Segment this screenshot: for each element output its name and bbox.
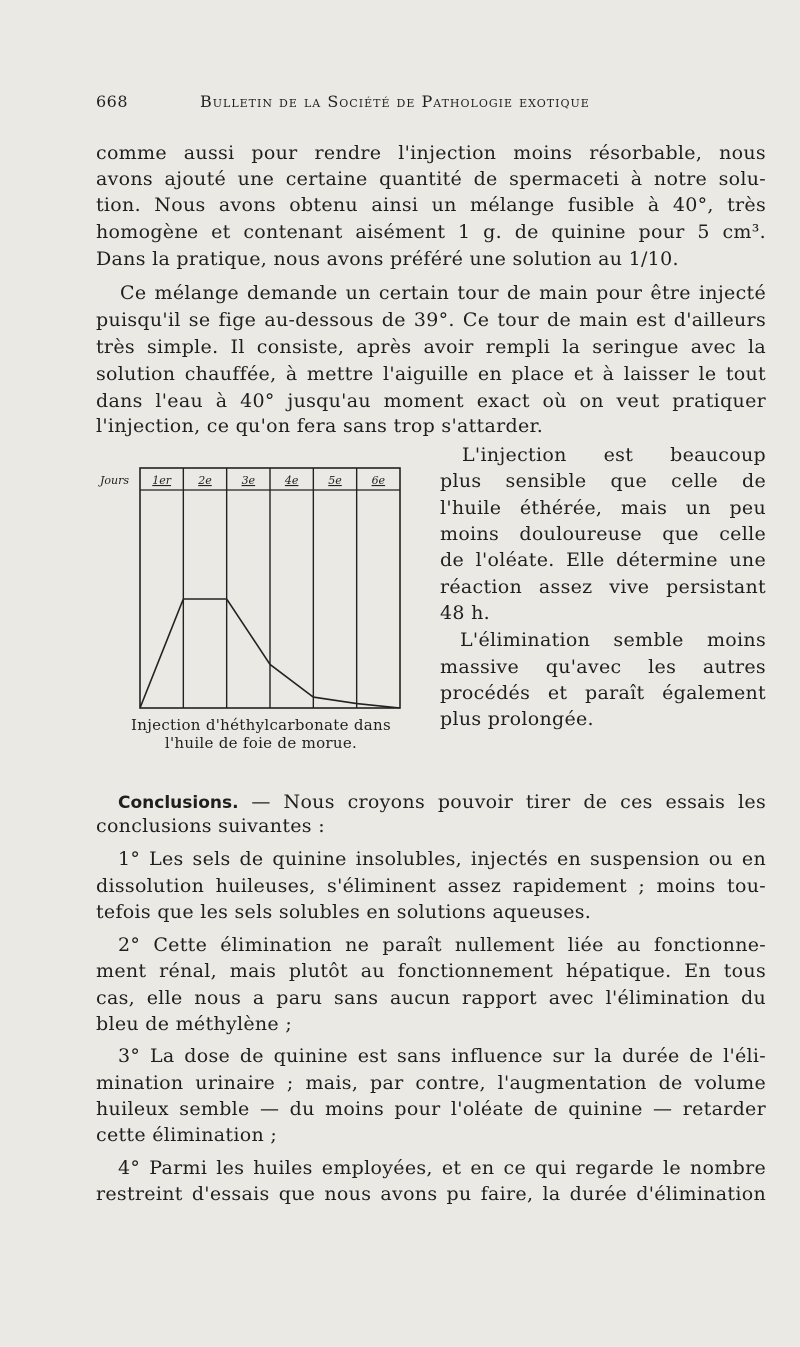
- side-text-line: plus prolongée.: [440, 708, 594, 730]
- text-line: dissolution huileuses, s'éliminent assez rapidement ; moins tou-: [96, 875, 766, 897]
- text-line: très simple. Il consiste, après avoir rempli la seringue avec la: [96, 336, 766, 358]
- running-header: [96, 92, 696, 120]
- side-text-line: de l'oléate. Elle détermine une: [440, 549, 766, 571]
- text-line: solution chauffée, à mettre l'aiguille en place et à laisser le tout: [96, 363, 766, 385]
- day-tick-label: 6e: [371, 474, 386, 487]
- text-line: comme aussi pour rendre l'injection moins résorbable, nous: [96, 142, 766, 164]
- side-text-line: massive qu'avec les autres: [440, 656, 766, 678]
- text-line: cas, elle nous a paru sans aucun rapport avec l'élimination du: [96, 987, 766, 1009]
- conclusions-intro: — Nous croyons pouvoir tirer de ces essais les: [251, 791, 767, 813]
- text-line: 1° Les sels de quinine insolubles, injectés en suspension ou en: [118, 848, 766, 870]
- text-line: tion. Nous avons obtenu ainsi un mélange fusible à 40°, très: [96, 194, 766, 216]
- text-line: 2° Cette élimination ne paraît nullement liée au fonctionne-: [118, 934, 766, 956]
- side-text-line: l'huile éthérée, mais un peu: [440, 497, 766, 519]
- side-text-line: réaction assez vive persistant: [440, 576, 766, 598]
- elimination-chart: [96, 458, 426, 718]
- text-line: dans l'eau à 40° jusqu'au moment exact où on veut pratiquer: [96, 390, 766, 412]
- side-text-line: plus sensible que celle de: [440, 470, 766, 492]
- day-tick-label: 5e: [328, 474, 342, 487]
- side-text-line: 48 h.: [440, 602, 490, 624]
- text-line: huileux semble — du moins pour l'oléate de quinine — retarder: [96, 1098, 766, 1120]
- text-line: Dans la pratique, nous avons préféré une solution au 1/10.: [96, 248, 679, 270]
- text-line: conclusions suivantes :: [96, 815, 325, 837]
- day-tick-label: 3e: [241, 474, 256, 487]
- text-line: mination urinaire ; mais, par contre, l'augmentation de volume: [96, 1072, 766, 1094]
- text-line: tefois que les sels solubles en solutions aqueuses.: [96, 901, 592, 923]
- text-line: avons ajouté une certaine quantité de spermaceti à notre solu-: [96, 168, 766, 190]
- text-line: 4° Parmi les huiles employées, et en ce qui regarde le nombre: [118, 1157, 766, 1179]
- side-text-line: procédés et paraît également: [440, 682, 766, 704]
- figure-caption-line2: l'huile de foie de morue.: [164, 734, 358, 752]
- text-line: puisqu'il se fige au-dessous de 39°. Ce tour de main est d'ailleurs: [96, 309, 766, 331]
- x-axis-label: Jours: [100, 474, 130, 487]
- text-line: bleu de méthylène ;: [96, 1013, 293, 1035]
- elimination-chart-figure: [96, 458, 426, 758]
- figure-caption-line1: Injection d'héthylcarbonate dans: [131, 716, 391, 734]
- text-line: l'injection, ce qu'on fera sans trop s'attarder.: [96, 415, 544, 437]
- conclusions-first-line: [118, 789, 766, 815]
- side-text-line: moins douloureuse que celle: [440, 523, 766, 545]
- conclusions-heading: Conclusions.: [118, 793, 239, 813]
- day-tick-label: 4e: [284, 474, 299, 487]
- day-tick-label: 2e: [198, 474, 212, 487]
- text-line: 3° La dose de quinine est sans influence sur la durée de l'éli-: [118, 1045, 766, 1067]
- text-line: Ce mélange demande un certain tour de main pour être injecté: [120, 282, 766, 304]
- text-line: homogène et contenant aisément 1 g. de quinine pour 5 cm³.: [96, 221, 766, 243]
- text-line: ment rénal, mais plutôt au fonctionnement hépatique. En tous: [96, 960, 766, 982]
- day-tick-label: 1er: [152, 474, 172, 487]
- journal-title: Bulletin de la Société de Pathologie exotique: [200, 92, 590, 111]
- side-text-line: L'élimination semble moins: [460, 629, 766, 651]
- text-line: cette élimination ;: [96, 1124, 278, 1146]
- side-text-line: L'injection est beaucoup: [462, 444, 766, 466]
- text-line: restreint d'essais que nous avons pu faire, la durée d'élimination: [96, 1183, 766, 1205]
- page-number: 668: [96, 92, 129, 111]
